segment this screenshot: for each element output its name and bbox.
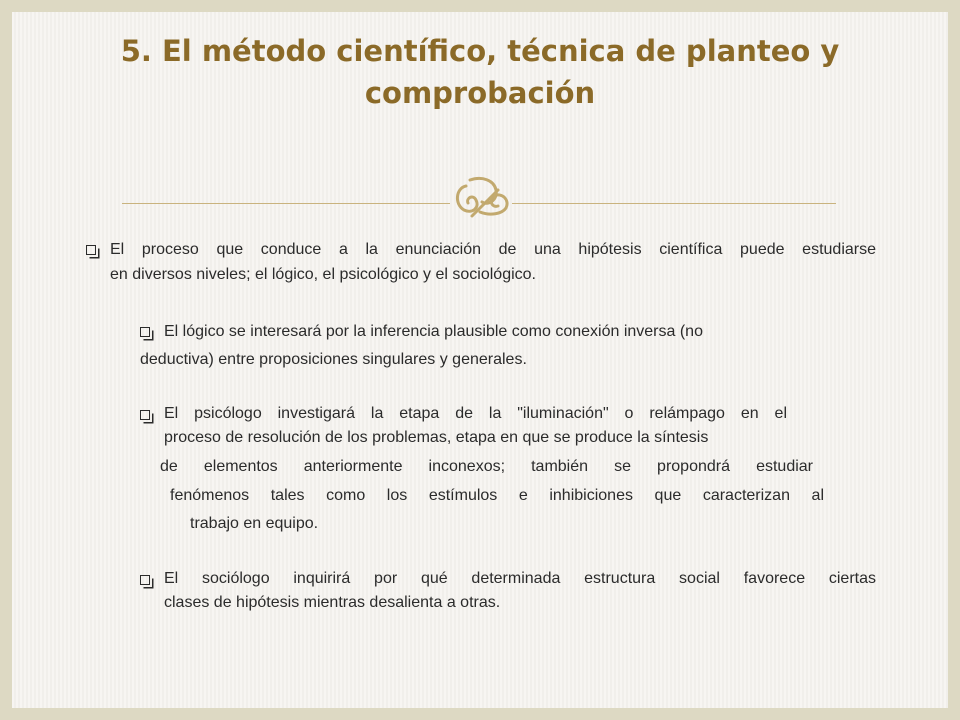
bullet-3-icon — [140, 410, 150, 420]
bullet-3-line-1: El psicólogo investigará la etapa de la "iluminación" o relámpago en el — [164, 405, 787, 422]
bullet-1-line-2: en diversos niveles; el lógico, el psicológico y el sociológico. — [110, 266, 536, 283]
bullet-1-icon — [86, 245, 96, 255]
bullet-2-line-1: El lógico se interesará por la inferencia plausible como conexión inversa (no — [164, 323, 703, 340]
slide-title — [100, 30, 860, 114]
divider-right — [512, 203, 836, 204]
ornate-scroll-icon — [450, 172, 512, 222]
bullet-4-line-2: clases de hipótesis mientras desalienta a otras. — [164, 594, 501, 611]
bullet-4-line-1: El sociólogo inquirirá por qué determinada estructura social favorece ciertas — [164, 570, 876, 587]
slide-title-line-1: 5. El método científico, técnica de planteo y — [120, 34, 840, 68]
bullet-3-line-3: de elementos anteriormente inconexos; también se propondrá estudiar — [160, 458, 813, 475]
bullet-3-line-5: trabajo en equipo. — [190, 515, 319, 532]
bullet-4-icon — [140, 575, 150, 585]
bullet-3-line-4: fenómenos tales como los estímulos e inhibiciones que caracterizan al — [170, 487, 824, 504]
slide-title-line-2: comprobación — [364, 76, 596, 110]
divider-left — [122, 203, 450, 204]
bullet-2-line-2: deductiva) entre proposiciones singulares y generales. — [140, 351, 527, 368]
bullet-3-line-2: proceso de resolución de los problemas, etapa en que se produce la síntesis — [164, 429, 709, 446]
bullet-1-line-1: El proceso que conduce a la enunciación de una hipótesis científica puede estudiarse — [110, 241, 876, 258]
bullet-2-icon — [140, 327, 150, 337]
